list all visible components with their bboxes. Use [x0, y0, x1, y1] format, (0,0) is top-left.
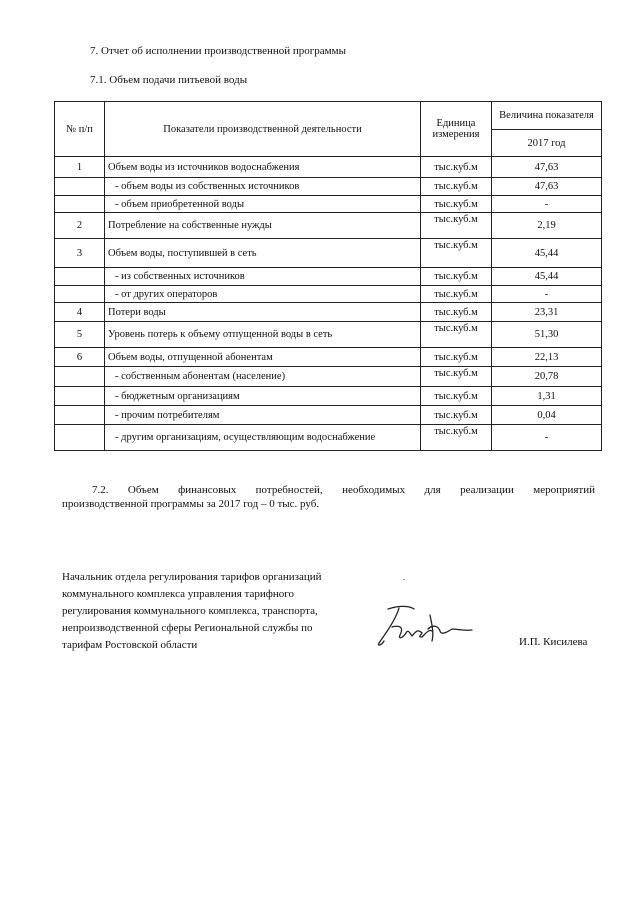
- financial-needs-paragraph: [62, 483, 595, 511]
- row-unit: тыс.куб.м: [421, 239, 492, 268]
- table-row: [55, 286, 602, 303]
- row-indicator: Потребление на собственные нужды: [105, 213, 421, 239]
- row-value: 20,78: [492, 367, 602, 387]
- row-indicator: - собственным абонентам (население): [105, 367, 421, 387]
- row-num: 2: [55, 213, 105, 239]
- row-indicator: - объем воды из собственных источников: [105, 178, 421, 196]
- row-value: 45,44: [492, 268, 602, 286]
- row-indicator: Объем воды, отпущенной абонентам: [105, 348, 421, 367]
- row-value: 47,63: [492, 157, 602, 178]
- table-row: [55, 268, 602, 286]
- water-supply-table: [54, 101, 602, 451]
- row-num: 5: [55, 322, 105, 348]
- row-unit: тыс.куб.м: [421, 286, 492, 303]
- row-unit: тыс.куб.м: [421, 303, 492, 322]
- row-unit: тыс.куб.м: [421, 322, 492, 348]
- row-indicator: Объем воды из источников водоснабжения: [105, 157, 421, 178]
- table-row: [55, 348, 602, 367]
- row-indicator: Объем воды, поступившей в сеть: [105, 239, 421, 268]
- row-num: [55, 387, 105, 406]
- header-indicator: Показатели производственной деятельности: [105, 102, 421, 157]
- row-value: 51,30: [492, 322, 602, 348]
- row-num: [55, 406, 105, 425]
- row-value: 1,31: [492, 387, 602, 406]
- row-unit: тыс.куб.м: [421, 157, 492, 178]
- row-unit: тыс.куб.м: [421, 406, 492, 425]
- table-row: [55, 387, 602, 406]
- header-value-group: Величина показателя: [492, 102, 602, 130]
- row-num: 4: [55, 303, 105, 322]
- header-unit: Единица измерения: [421, 102, 492, 157]
- row-value: 0,04: [492, 406, 602, 425]
- row-num: [55, 196, 105, 213]
- row-value: 45,44: [492, 239, 602, 268]
- table-row: [55, 425, 602, 451]
- paragraph-line-2: производственной программы за 2017 год – 0 тыс. руб.: [62, 498, 320, 510]
- table-row: [55, 406, 602, 425]
- section-title: 7. Отчет об исполнении производственной программы: [90, 45, 346, 57]
- row-unit: тыс.куб.м: [421, 178, 492, 196]
- row-unit: тыс.куб.м: [421, 268, 492, 286]
- row-value: -: [492, 425, 602, 451]
- row-unit: тыс.куб.м: [421, 196, 492, 213]
- table-row: [55, 303, 602, 322]
- row-value: -: [492, 196, 602, 213]
- header-year: 2017 год: [492, 130, 602, 157]
- row-unit: тыс.куб.м: [421, 213, 492, 239]
- position-line: коммунального комплекса управления тарифного: [62, 588, 294, 600]
- paragraph-line-1: 7.2. Объем финансовых потребностей, необходимых для реализации мероприятий: [92, 484, 595, 496]
- position-line: тарифам Ростовской области: [62, 639, 198, 651]
- row-num: [55, 286, 105, 303]
- table-row: [55, 178, 602, 196]
- header-num: № п/п: [55, 102, 105, 157]
- row-indicator: - другим организациям, осуществляющим водоснабжение: [105, 425, 421, 451]
- scan-speck: [403, 579, 405, 580]
- table-row: [55, 322, 602, 348]
- row-unit: тыс.куб.м: [421, 348, 492, 367]
- table-row: [55, 196, 602, 213]
- row-num: 3: [55, 239, 105, 268]
- row-value: 23,31: [492, 303, 602, 322]
- row-indicator: - объем приобретенной воды: [105, 196, 421, 213]
- row-num: [55, 425, 105, 451]
- row-num: 6: [55, 348, 105, 367]
- subsection-title: 7.1. Объем подачи питьевой воды: [90, 74, 248, 86]
- row-unit: тыс.куб.м: [421, 367, 492, 387]
- row-num: 1: [55, 157, 105, 178]
- row-indicator: Потери воды: [105, 303, 421, 322]
- row-indicator: - бюджетным организациям: [105, 387, 421, 406]
- row-value: 22,13: [492, 348, 602, 367]
- table-row: [55, 157, 602, 178]
- position-line: Начальник отдела регулирования тарифов организаций: [62, 571, 322, 583]
- signatory-name: И.П. Кисилева: [519, 636, 588, 648]
- row-indicator: Уровень потерь к объему отпущенной воды в сеть: [105, 322, 421, 348]
- row-indicator: - из собственных источников: [105, 268, 421, 286]
- row-value: 47,63: [492, 178, 602, 196]
- row-value: -: [492, 286, 602, 303]
- row-indicator: - от других операторов: [105, 286, 421, 303]
- row-num: [55, 268, 105, 286]
- handwritten-signature-icon: [374, 603, 474, 653]
- position-line: регулирования коммунального комплекса, транспорта,: [62, 605, 318, 617]
- table-row: [55, 367, 602, 387]
- signatory-position: [62, 569, 392, 654]
- row-num: [55, 178, 105, 196]
- position-line: непроизводственной сферы Региональной службы по: [62, 622, 313, 634]
- row-unit: тыс.куб.м: [421, 387, 492, 406]
- row-indicator: - прочим потребителям: [105, 406, 421, 425]
- row-unit: тыс.куб.м: [421, 425, 492, 451]
- row-num: [55, 367, 105, 387]
- table-row: [55, 213, 602, 239]
- row-value: 2,19: [492, 213, 602, 239]
- table-row: [55, 239, 602, 268]
